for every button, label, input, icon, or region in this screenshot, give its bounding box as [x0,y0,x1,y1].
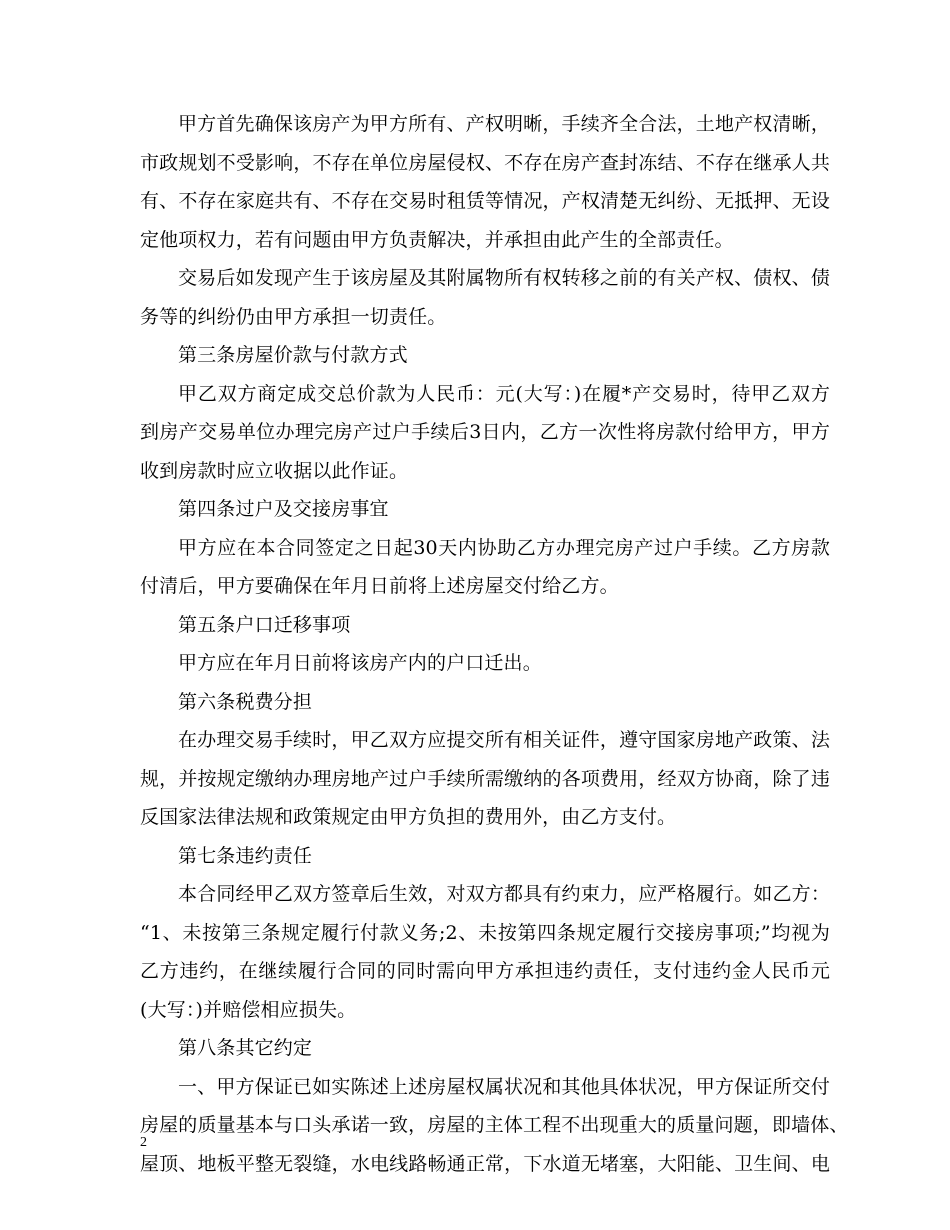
paragraph-line: 本合同经甲乙双方签章后生效，对双方都具有约束力，应严格履行。如乙方： [178,883,830,905]
paragraph-line: 在办理交易手续时，甲乙双方应提交所有相关证件，遵守国家房地产政策、法 [178,729,830,751]
section-heading: 第八条其它约定 [178,1037,313,1059]
paragraph-line: (大写：)并赔偿相应损失。 [140,998,357,1021]
paragraph-line: 甲方首先确保该房产为甲方所有、产权明晰，手续齐全合法，土地产权清晰， [178,113,830,135]
paragraph-line: 付清后，甲方要确保在年月日前将上述房屋交付给乙方。 [140,575,619,597]
section-heading: 第四条过户及交接房事宜 [178,498,389,520]
paragraph-line: 甲方应在年月日前将该房产内的户口迁出。 [178,652,542,674]
document-body [140,105,849,1183]
paragraph-line: 有、不存在家庭共有、不存在交易时租赁等情况，产权清楚无纠纷、无抵押、无设 [140,190,830,212]
section-heading: 第五条户口迁移事项 [178,613,351,636]
paragraph-line: 甲方应在本合同签定之日起30天内协助乙方办理完房产过户手续。乙方房款 [178,536,830,559]
paragraph-line: 甲乙双方商定成交总价款为人民币：元(大写：)在履*产交易时，待甲乙双方 [178,382,830,405]
paragraph-line: 交易后如发现产生于该房屋及其附属物所有权转移之前的有关产权、债权、债 [178,267,830,289]
paragraph-line: 乙方违约，在继续履行合同的同时需向甲方承担违约责任，支付违约金人民币元 [140,960,830,982]
page-number: 2 [140,1135,147,1150]
paragraph-line: 屋顶、地板平整无裂缝，水电线路畅通正常，下水道无堵塞，大阳能、卫生间、电 [140,1152,830,1175]
section-heading: 第六条税费分担 [178,690,313,713]
section-heading: 第三条房屋价款与付款方式 [178,344,408,366]
section-heading: 第七条违约责任 [178,844,313,867]
paragraph-line: 市政规划不受影响，不存在单位房屋侵权、不存在房产查封冻结、不存在继承人共 [140,151,830,174]
paragraph-line: 房屋的质量基本与口头承诺一致，房屋的主体工程不出现重大的质量问题，即墙体、 [140,1114,849,1136]
paragraph-line: 到房产交易单位办理完房产过户手续后3日内，乙方一次性将房款付给甲方，甲方 [140,421,830,443]
paragraph-line: 一、甲方保证已如实陈述上述房屋权属状况和其他具体状况，甲方保证所交付 [178,1075,830,1098]
paragraph-line: “1、未按第三条规定履行付款义务;2、未按第四条规定履行交接房事项;”均视为 [140,921,830,944]
paragraph-line: 收到房款时应立收据以此作证。 [140,459,409,482]
paragraph-line: 规，并按规定缴纳办理房地产过户手续所需缴纳的各项费用，经双方协商，除了违 [140,767,830,790]
paragraph-line: 务等的纠纷仍由甲方承担一切责任。 [140,305,447,328]
paragraph-line: 反国家法律法规和政策规定由甲方负担的费用外，由乙方支付。 [140,806,677,828]
paragraph-line: 定他项权力，若有问题由甲方负责解决，并承担由此产生的全部责任。 [140,228,734,251]
